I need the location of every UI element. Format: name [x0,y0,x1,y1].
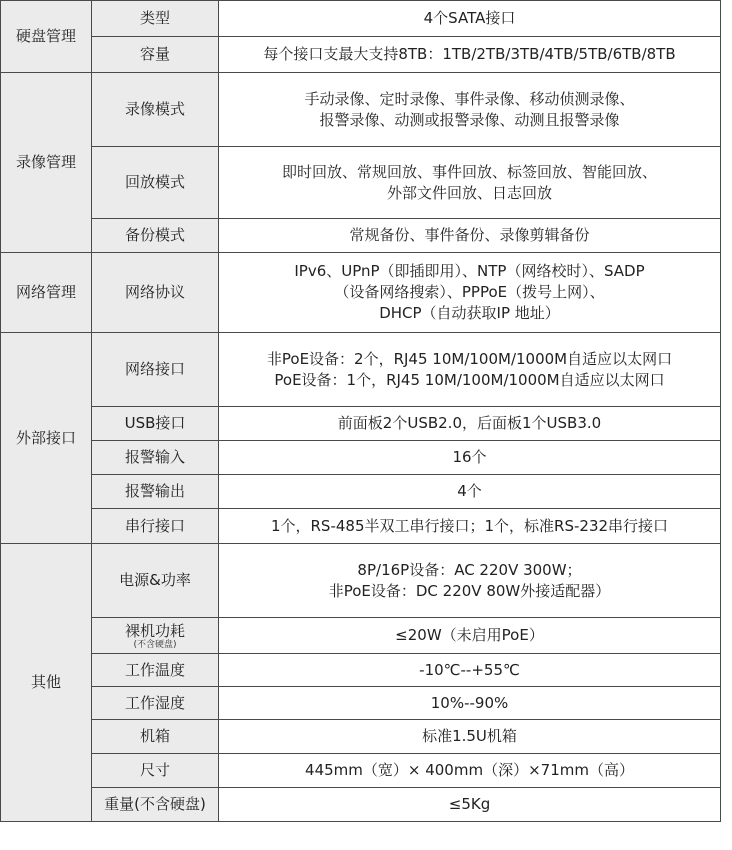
table-row [1,618,721,654]
value-cell: 手动录像、定时录像、事件录像、移动侦测录像、 报警录像、动测或报警录像、动测且报警录像 [219,73,721,147]
item-cell: 机箱 [92,720,219,754]
value-cell: 标准1.5U机箱 [219,720,721,754]
category-cell: 硬盘管理 [1,1,92,73]
table-row [1,654,721,687]
item-cell: 网络协议 [92,253,219,333]
value-cell: 10%--90% [219,687,721,720]
item-cell: 工作湿度 [92,687,219,720]
table-row [1,333,721,407]
table-row [1,754,721,788]
item-cell: 容量 [92,37,219,73]
table-row [1,219,721,253]
value-cell: -10℃--+55℃ [219,654,721,687]
value-cell: ≤20W（未启用PoE） [219,618,721,654]
table-row [1,687,721,720]
item-cell: 电源&功率 [92,544,219,618]
value-cell: 每个接口支最大支持8TB：1TB/2TB/3TB/4TB/5TB/6TB/8TB [219,37,721,73]
item-cell: 网络接口 [92,333,219,407]
category-cell: 外部接口 [1,333,92,544]
table-row [1,37,721,73]
category-cell: 录像管理 [1,73,92,253]
item-cell: 串行接口 [92,509,219,544]
value-cell: 445mm（宽）× 400mm（深）×71mm（高） [219,754,721,788]
value-cell: 8P/16P设备：AC 220V 300W； 非PoE设备：DC 220V 80W外接适配器） [219,544,721,618]
table-row [1,720,721,754]
table-row [1,475,721,509]
value-cell: 1个，RS-485半双工串行接口；1个，标准RS-232串行接口 [219,509,721,544]
item-cell: 尺寸 [92,754,219,788]
value-cell: 16个 [219,441,721,475]
table-row [1,441,721,475]
table-row [1,788,721,822]
item-cell: 报警输入 [92,441,219,475]
value-cell: 即时回放、常规回放、事件回放、标签回放、智能回放、 外部文件回放、日志回放 [219,147,721,219]
value-cell: 4个SATA接口 [219,1,721,37]
item-cell: 类型 [92,1,219,37]
item-cell: 录像模式 [92,73,219,147]
table-row [1,73,721,147]
value-cell: 常规备份、事件备份、录像剪辑备份 [219,219,721,253]
value-cell: IPv6、UPnP（即插即用）、NTP（网络校时）、SADP （设备网络搜索）、PPPoE（拨号上网）、 DHCP（自动获取IP 地址） [219,253,721,333]
table-row [1,407,721,441]
value-cell: 前面板2个USB2.0，后面板1个USB3.0 [219,407,721,441]
item-cell: USB接口 [92,407,219,441]
item-cell: 备份模式 [92,219,219,253]
value-cell: ≤5Kg [219,788,721,822]
table-row [1,253,721,333]
value-cell: 4个 [219,475,721,509]
category-cell: 网络管理 [1,253,92,333]
item-label: 裸机功耗 [124,621,185,640]
item-note: (不含硬盘) [133,639,177,650]
category-cell: 其他 [1,544,92,822]
item-cell: 回放模式 [92,147,219,219]
item-cell: 重量(不含硬盘) [92,788,219,822]
table-row [1,147,721,219]
table-row [1,544,721,618]
table-row [1,1,721,37]
item-cell: 工作温度 [92,654,219,687]
value-cell: 非PoE设备：2个，RJ45 10M/100M/1000M自适应以太网口 PoE设备：1个，RJ45 10M/100M/1000M自适应以太网口 [219,333,721,407]
table-row [1,509,721,544]
item-cell [92,618,219,654]
item-cell: 报警输出 [92,475,219,509]
